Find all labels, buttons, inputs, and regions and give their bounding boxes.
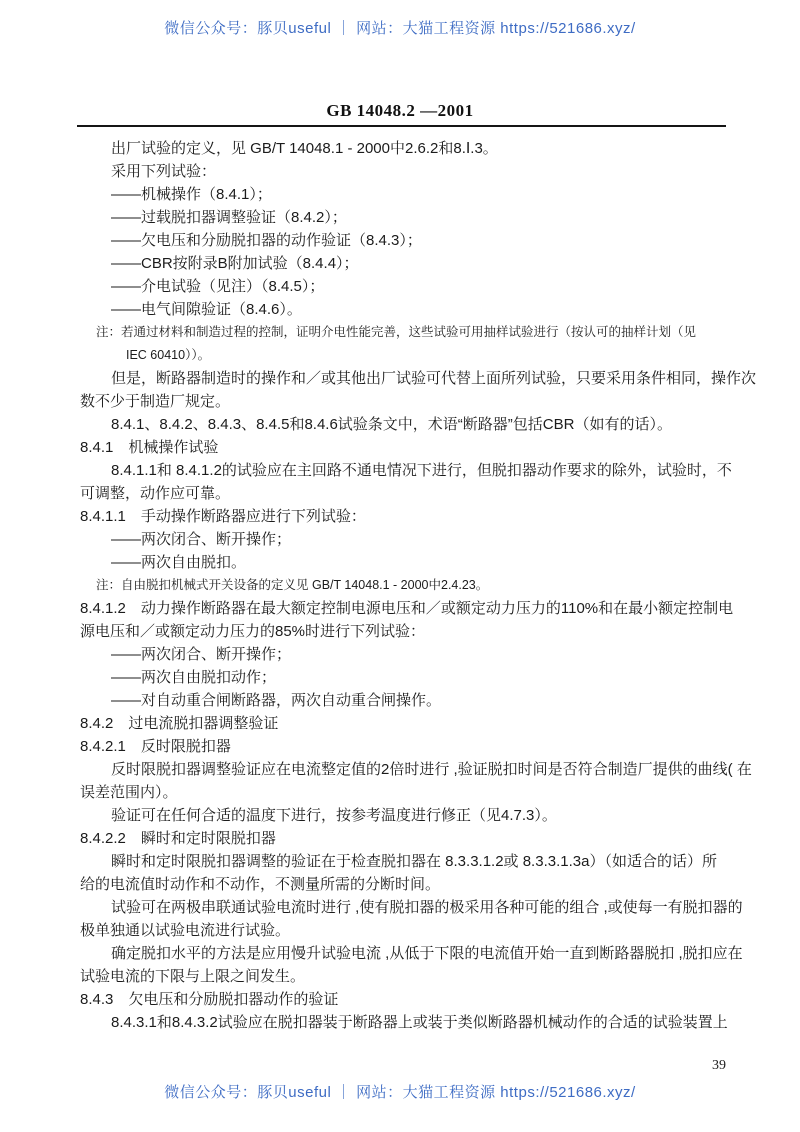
watermark-bottom: 微信公众号：豚贝useful ｜ 网站：大猫工程资源 https://521686.xyz/ bbox=[164, 1084, 636, 1101]
body-line: 8.4.3 欠电压和分励脱扣器动作的验证 bbox=[80, 991, 339, 1008]
body-line: 注：若通过材料和制造过程的控制，证明介电性能完善，这些试验可用抽样试验进行（按认可的抽样计划（见 bbox=[96, 325, 697, 339]
document-body bbox=[80, 137, 757, 1034]
doc-number-header: GB 14048.2 —2001 bbox=[326, 101, 474, 120]
body-line: ——两次闭合、断开操作； bbox=[111, 646, 292, 663]
body-line: ——两次自由脱扣动作； bbox=[111, 669, 277, 686]
body-line: ——机械操作（8.4.1）； bbox=[111, 186, 272, 203]
body-line: 可调整，动作应可靠。 bbox=[80, 485, 231, 502]
page-number: 39 bbox=[712, 1058, 726, 1073]
body-line: ——两次自由脱扣。 bbox=[111, 554, 247, 571]
body-line: 瞬时和定时限脱扣器调整的验证在于检查脱扣器在 8.3.3.1.2或 8.3.3.1.3a）（如适合的话）所 bbox=[111, 853, 717, 870]
body-line: 但是，断路器制造时的操作和／或其他出厂试验可代替上面所列试验，只要采用条件相同，操作次 bbox=[111, 370, 757, 387]
body-line: 8.4.1、8.4.2、8.4.3、8.4.5和8.4.6试验条文中，术语“断路器”包括CBR（如有的话）。 bbox=[111, 416, 672, 433]
body-line: 注：自由脱扣机械式开关设备的定义见 GB/T 14048.1 - 2000中2.4.23。 bbox=[96, 578, 489, 592]
body-line: ——欠电压和分励脱扣器的动作验证（8.4.3）； bbox=[111, 232, 422, 249]
body-line: 8.4.1 机械操作试验 bbox=[80, 439, 219, 456]
body-line: 反时限脱扣器调整验证应在电流整定值的2倍时进行 ,验证脱扣时间是否符合制造厂提供的曲线( 在 bbox=[111, 761, 752, 778]
body-line: 误差范围内）。 bbox=[80, 784, 178, 801]
body-line: 8.4.2 过电流脱扣器调整验证 bbox=[80, 715, 279, 732]
body-line: ——电气间隙验证（8.4.6）。 bbox=[111, 301, 302, 318]
header-rule bbox=[77, 125, 726, 127]
body-line: 8.4.2.2 瞬时和定时限脱扣器 bbox=[80, 830, 276, 847]
body-line: ——CBR按附录B附加试验（8.4.4）； bbox=[111, 255, 359, 272]
body-line: 8.4.1.2 动力操作断路器在最大额定控制电源电压和／或额定动力压力的110%和在最小额定控制电 bbox=[80, 600, 734, 617]
body-line: 8.4.3.1和8.4.3.2试验应在脱扣器装于断路器上或装于类似断路器机械动作的合适的试验装置上 bbox=[111, 1014, 728, 1031]
body-line: 8.4.2.1 反时限脱扣器 bbox=[80, 738, 231, 755]
watermark-top: 微信公众号：豚贝useful ｜ 网站：大猫工程资源 https://521686.xyz/ bbox=[164, 20, 636, 37]
body-line: 8.4.1.1 手动操作断路器应进行下列试验： bbox=[80, 508, 366, 525]
body-line: 确定脱扣水平的方法是应用慢升试验电流 ,从低于下限的电流值开始一直到断路器脱扣 ,脱扣应在 bbox=[111, 945, 743, 962]
body-line: 8.4.1.1和 8.4.1.2的试验应在主回路不通电情况下进行，但脱扣器动作要求的除外，试验时，不 bbox=[111, 462, 732, 479]
body-line: 验证可在任何合适的温度下进行，按参考温度进行修正（见4.7.3）。 bbox=[111, 807, 557, 824]
body-line: 极单独通以试验电流进行试验。 bbox=[80, 922, 291, 939]
body-line: IEC 60410））。 bbox=[126, 348, 211, 362]
body-line: 采用下列试验： bbox=[111, 163, 217, 180]
body-line: 源电压和／或额定动力压力的85%时进行下列试验： bbox=[80, 623, 426, 640]
body-line: ——过载脱扣器调整验证（8.4.2）； bbox=[111, 209, 347, 226]
body-line: 出厂试验的定义，见 GB/T 14048.1 - 2000中2.6.2和8.Ⅰ.3。 bbox=[111, 140, 498, 157]
body-line: ——对自动重合闸断路器，两次自动重合闸操作。 bbox=[111, 692, 442, 709]
body-line: ——介电试验（见注）（8.4.5）； bbox=[111, 278, 325, 295]
body-line: 试验电流的下限与上限之间发生。 bbox=[80, 968, 306, 985]
body-line: 试验可在两极串联通试验电流时进行 ,使有脱扣器的极采用各种可能的组合 ,或使每一有脱扣器的 bbox=[111, 899, 743, 916]
body-line: 数不少于制造厂规定。 bbox=[80, 393, 231, 410]
body-line: ——两次闭合、断开操作； bbox=[111, 531, 292, 548]
body-line: 给的电流值时动作和不动作，不测量所需的分断时间。 bbox=[80, 876, 441, 893]
